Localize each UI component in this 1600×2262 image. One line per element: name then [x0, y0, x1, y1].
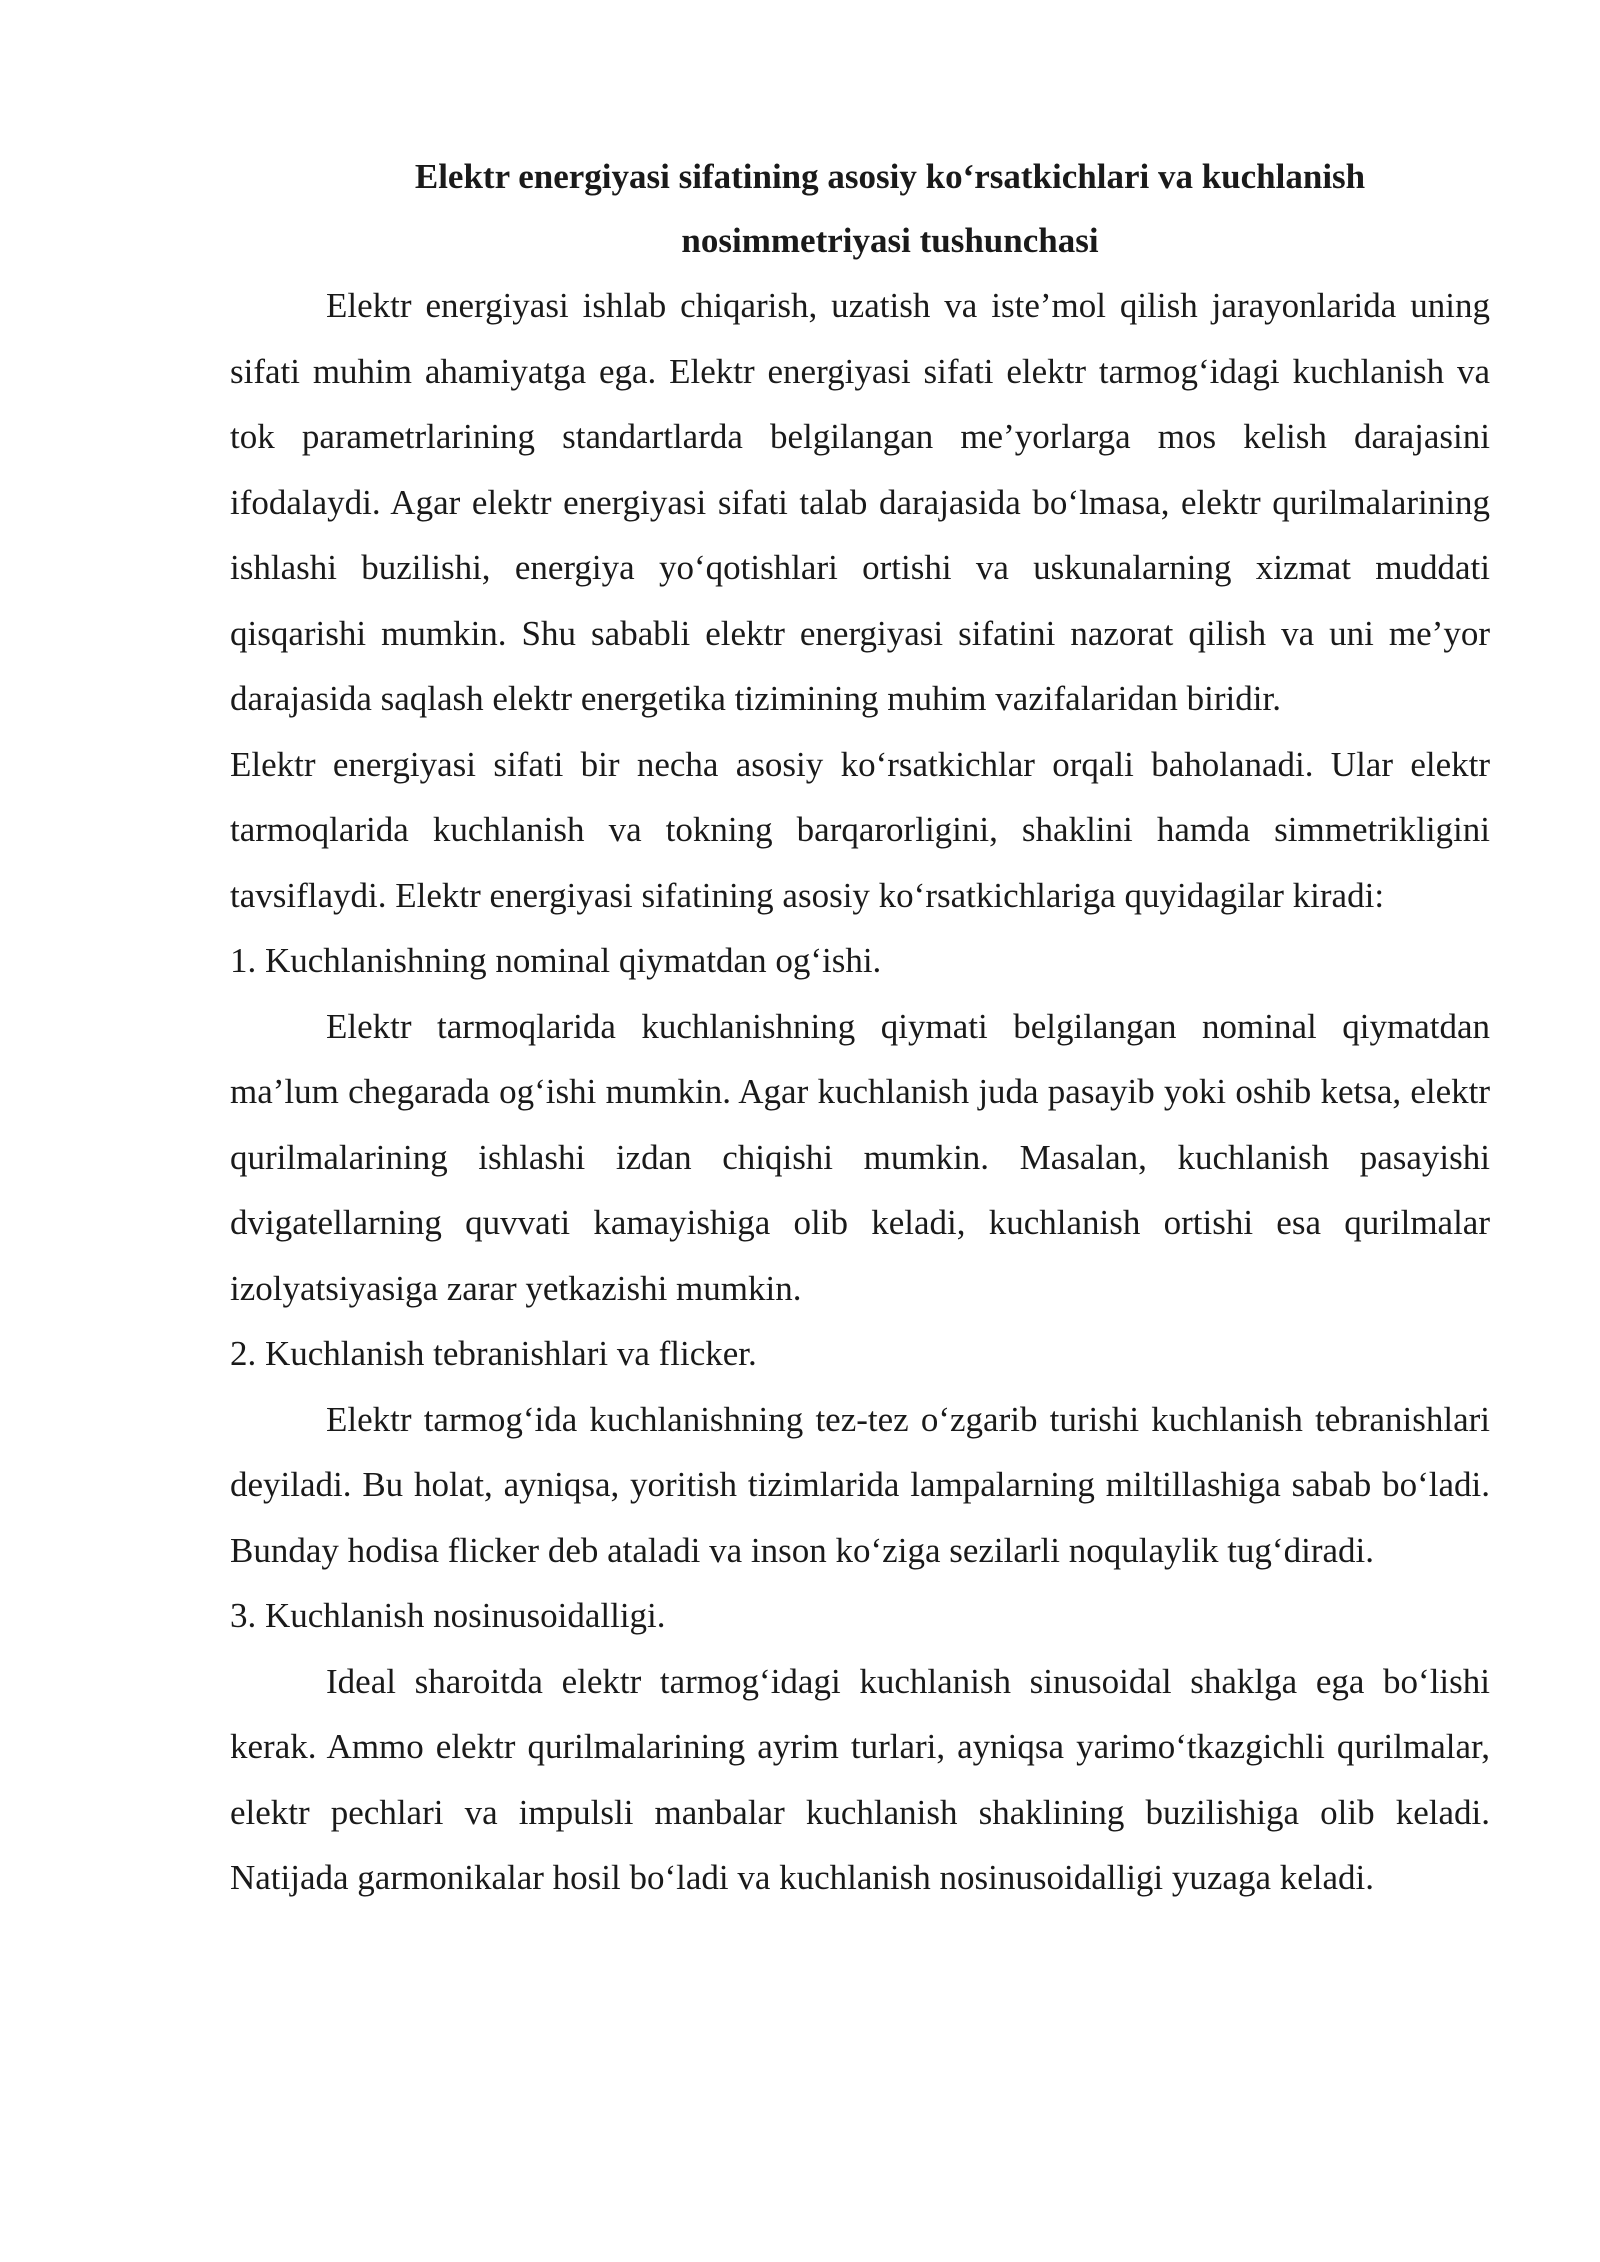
document-page	[230, 145, 1490, 1911]
document-title-line-1: Elektr energiyasi sifatining asosiy ko‘rsatkichlari va kuchlanish	[414, 157, 1366, 196]
list-item-3-heading: 3. Kuchlanish nosinusoidalligi.	[230, 1596, 666, 1635]
list-item-2-heading: 2. Kuchlanish tebranishlari va flicker.	[230, 1334, 757, 1373]
list-item-1-heading: 1. Kuchlanishning nominal qiymatdan og‘ishi.	[230, 941, 882, 980]
paragraph-voltage-fluctuations: Elektr tarmog‘ida kuchlanishning tez-tez o‘zgarib turishi kuchlanish tebranishlari deyiladi. Bu holat, ayniqsa, yoritish tizimlarida lampalarning miltillashiga sabab bo‘ladi. Bunday hodisa flicker deb ataladi va inson ko‘ziga sezilarli noqulaylik tug‘diradi.	[230, 1399, 1490, 1570]
document-title-line-2: nosimmetriyasi tushunchasi	[681, 221, 1099, 260]
paragraph-indicators: Elektr energiyasi sifati bir necha asosiy ko‘rsatkichlar orqali baholanadi. Ular elektr tarmoqlarida kuchlanish va tokning barqarorligini, shaklini hamda simmetrikligini tavsiflaydi. Elektr energiyasi sifatining asosiy ko‘rsatkichlariga quyidagilar kiradi:	[230, 744, 1490, 915]
paragraph-voltage-deviation: Elektr tarmoqlarida kuchlanishning qiymati belgilangan nominal qiymatdan ma’lum chegarada og‘ishi mumkin. Agar kuchlanish juda pasayib yoki oshib ketsa, elektr qurilmalarining ishlashi izdan chiqishi mumkin. Masalan, kuchlanish pasayishi dvigatellarning quvvati kamayishiga olib keladi, kuchlanish ortishi esa qurilmalar izolyatsiyasiga zarar yetkazishi mumkin.	[230, 1006, 1490, 1308]
paragraph-intro: Elektr energiyasi ishlab chiqarish, uzatish va iste’mol qilish jarayonlarida uning sifati muhim ahamiyatga ega. Elektr energiyasi sifati elektr tarmog‘idagi kuchlanish va tok parametrlarining standartlarda belgilangan me’yorlarga mos kelish darajasini ifodalaydi. Agar elektr energiyasi sifati talab darajasida bo‘lmasa, elektr qurilmalarining ishlashi buzilishi, energiya yo‘qotishlari ortishi va uskunalarning xizmat muddati qisqarishi mumkin. Shu sababli elektr energiyasi sifatini nazorat qilish va uni me’yor darajasida saqlash elektr energetika tizimining muhim vazifalaridan biridir.	[230, 286, 1490, 718]
paragraph-nonsinusoidality: Ideal sharoitda elektr tarmog‘idagi kuchlanish sinusoidal shaklga ega bo‘lishi kerak. Ammo elektr qurilmalarining ayrim turlari, ayniqsa yarimo‘tkazgichli qurilmalar, elektr pechlari va impulsli manbalar kuchlanish shaklining buzilishiga olib keladi. Natijada garmonikalar hosil bo‘ladi va kuchlanish nosinusoidalligi yuzaga keladi.	[230, 1661, 1490, 1897]
